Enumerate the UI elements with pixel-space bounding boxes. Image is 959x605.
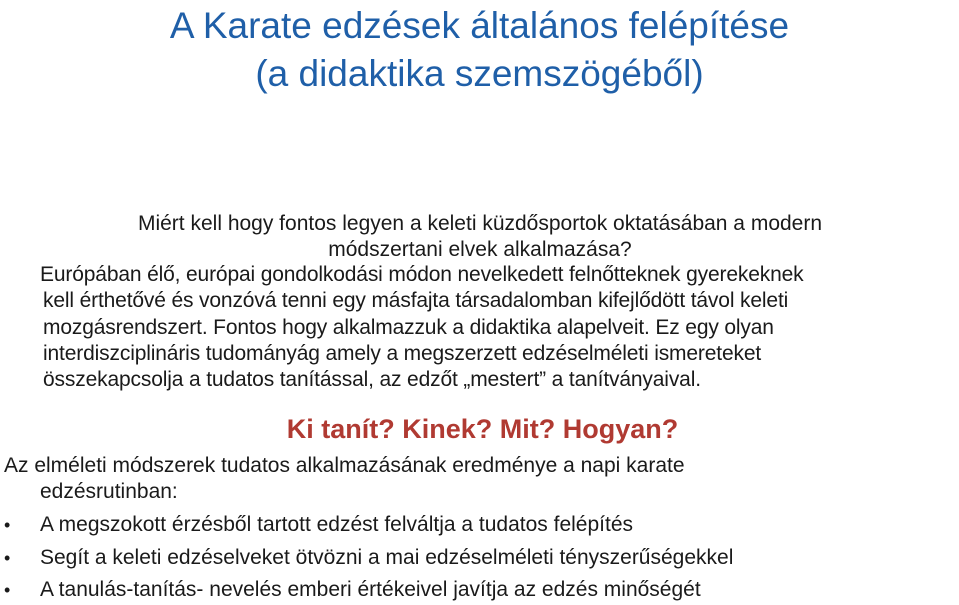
intro-line-2: edzésrutinban: (40, 480, 178, 503)
list-item (4, 543, 954, 576)
list-item (4, 510, 954, 543)
slide-title-line-2: (a didaktika szemszögéből) (255, 53, 704, 94)
question-text (40, 211, 920, 263)
intro-line-1: Az elméleti módszerek tudatos alkalmazásának eredménye a napi karate (4, 454, 685, 477)
intro-text (4, 453, 954, 505)
paragraph-line-2: kell érthetővé és vonzóvá tenni egy másfajta társadalomban kifejlődött távol keleti (43, 289, 789, 313)
bullet-icon: • (4, 515, 11, 535)
bullet-icon: • (4, 547, 11, 568)
question-line-1: Miért kell hogy fontos legyen a keleti küzdősportok oktatásában a modern (137, 212, 823, 235)
list-item-text: A megszokott érzésből tartott edzést felváltja a tudatos felépítés (40, 513, 633, 536)
list-item (4, 575, 954, 605)
paragraph-line-1: Európában élő, európai gondolkodási módon nevelkedett felnőtteknek gyerekeknek (40, 263, 804, 286)
list-item-text: Segít a keleti edzéselveket ötvözni a mai edzéselméleti tényszerűségekkel (40, 545, 734, 569)
slide-title-line-1: A Karate edzések általános felépítése (169, 5, 790, 46)
bullet-icon: • (4, 580, 11, 600)
paragraph-line-5: összekapcsolja a tudatos tanítással, az edzőt „mestert” a tanítványaival. (43, 368, 701, 392)
paragraph-line-3: mozgásrendszert. Fontos hogy alkalmazzuk a didaktika alapelveit. Ez egy olyan (43, 315, 774, 339)
bullet-list (4, 510, 954, 605)
paragraph-line-4: interdiszciplináris tudományág amely a megszerzett edzéselméleti ismereteket (43, 341, 762, 365)
list-item-text: A tanulás-tanítás- nevelés emberi értékeivel javítja az edzés minőségét (40, 578, 701, 601)
slide-title (0, 2, 959, 98)
body-paragraph (40, 262, 952, 393)
question-line-2: módszertani elvek alkalmazása? (328, 238, 632, 261)
slogan-heading: Ki tanít? Kinek? Mit? Hogyan? (286, 414, 679, 444)
